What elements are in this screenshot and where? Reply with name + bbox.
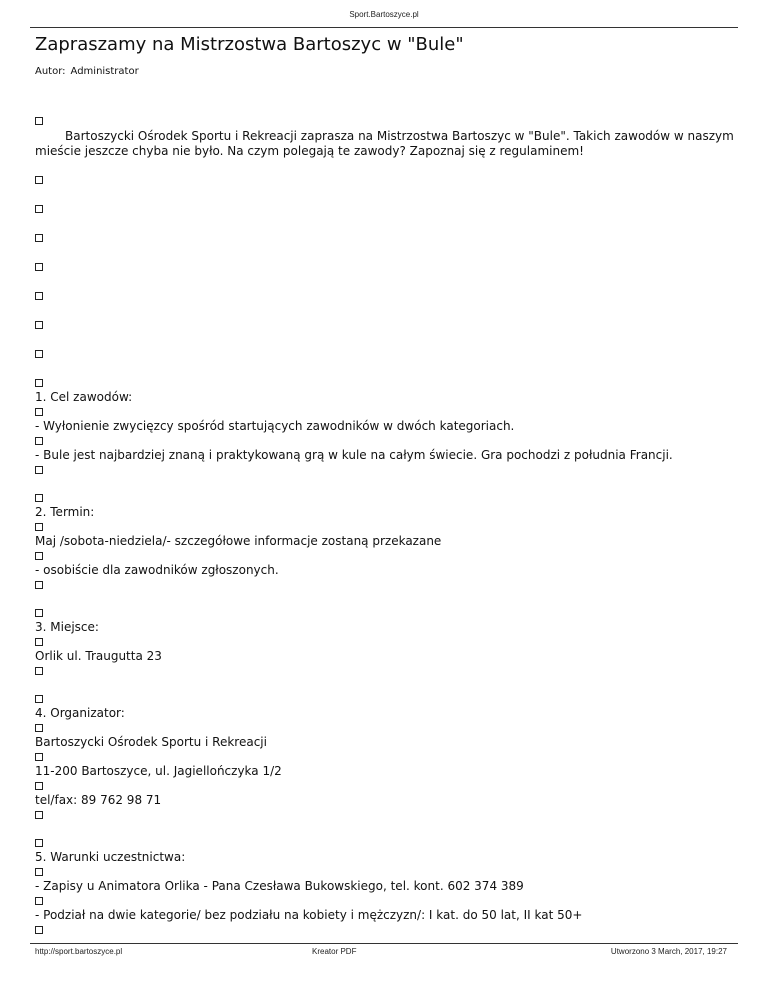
author-name: Administrator <box>70 66 139 77</box>
placeholder-box-icon <box>35 350 43 358</box>
section-line: Orlik ul. Traugutta 23 <box>35 649 162 663</box>
placeholder-box-icon <box>35 523 43 531</box>
section-line: - Bule jest najbardziej znaną i praktykowaną grą w kule na całym świecie. Gra pochodzi z południa Francji. <box>35 448 673 462</box>
placeholder-box-icon <box>35 868 43 876</box>
placeholder-box-icon <box>35 205 43 213</box>
section-heading: 5. Warunki uczestnictwa: <box>35 850 186 864</box>
placeholder-box-icon <box>35 897 43 905</box>
placeholder-box-icon <box>35 695 43 703</box>
section-line: Bartoszycki Ośrodek Sportu i Rekreacji <box>35 735 267 749</box>
footer-divider <box>30 943 738 944</box>
placeholder-box-icon <box>35 753 43 761</box>
section-heading: 4. Organizator: <box>35 706 125 720</box>
placeholder-box-icon <box>35 292 43 300</box>
placeholder-box-icon <box>35 379 43 387</box>
placeholder-box-icon <box>35 581 43 589</box>
placeholder-box-icon <box>35 117 43 125</box>
placeholder-box-icon <box>35 782 43 790</box>
author-label: Autor: <box>35 66 66 77</box>
placeholder-box-icon <box>35 926 43 934</box>
section-line: tel/fax: 89 762 98 71 <box>35 793 162 807</box>
placeholder-box-icon <box>35 811 43 819</box>
header-divider <box>30 27 738 28</box>
placeholder-box-icon <box>35 552 43 560</box>
placeholder-box-icon <box>35 494 43 502</box>
intro-paragraph: Bartoszycki Ośrodek Sportu i Rekreacji zaprasza na Mistrzostwa Bartoszyc w "Bule". Takich zawodów w naszym mieście jeszcze chyba nie było. Na czym polegają te zawody? Zapoznaj się z regulaminem! <box>35 129 734 158</box>
section-line: - Zapisy u Animatora Orlika - Pana Czesława Bukowskiego, tel. kont. 602 374 389 <box>35 879 524 893</box>
placeholder-box-icon <box>35 667 43 675</box>
article-body <box>35 114 735 937</box>
site-header: Sport.Bartoszyce.pl <box>349 10 419 19</box>
placeholder-box-icon <box>35 234 43 242</box>
placeholder-box-icon <box>35 609 43 617</box>
section-heading: 3. Miejsce: <box>35 620 99 634</box>
section-line: 11-200 Bartoszyce, ul. Jagiellończyka 1/2 <box>35 764 282 778</box>
placeholder-box-icon <box>35 638 43 646</box>
placeholder-box-icon <box>35 724 43 732</box>
section-heading: 2. Termin: <box>35 505 95 519</box>
section-line: - Podział na dwie kategorie/ bez podziału na kobiety i mężczyzn/: I kat. do 50 lat, II kat 50+ <box>35 908 583 922</box>
placeholder-box-icon <box>35 408 43 416</box>
footer-created-date: Utworzono 3 March, 2017, 19:27 <box>610 947 727 956</box>
placeholder-box-icon <box>35 176 43 184</box>
section-line: - Wyłonienie zwycięzcy spośród startujących zawodników w dwóch kategoriach. <box>35 419 515 433</box>
placeholder-box-icon <box>35 839 43 847</box>
placeholder-box-icon <box>35 321 43 329</box>
page-title: Zapraszamy na Mistrzostwa Bartoszyc w "Bule" <box>35 34 464 55</box>
placeholder-box-icon <box>35 466 43 474</box>
page-footer <box>35 947 735 959</box>
placeholder-box-icon <box>35 263 43 271</box>
section-heading: 1. Cel zawodów: <box>35 390 133 404</box>
section-line: - osobiście dla zawodników zgłoszonych. <box>35 563 279 577</box>
placeholder-box-icon <box>35 437 43 445</box>
footer-url-link[interactable]: http://sport.bartoszyce.pl <box>35 947 123 956</box>
section-line: Maj /sobota-niedziela/- szczegółowe informacje zostaną przekazane <box>35 534 442 548</box>
author-line <box>35 66 139 77</box>
footer-creator: Kreator PDF <box>312 947 357 956</box>
